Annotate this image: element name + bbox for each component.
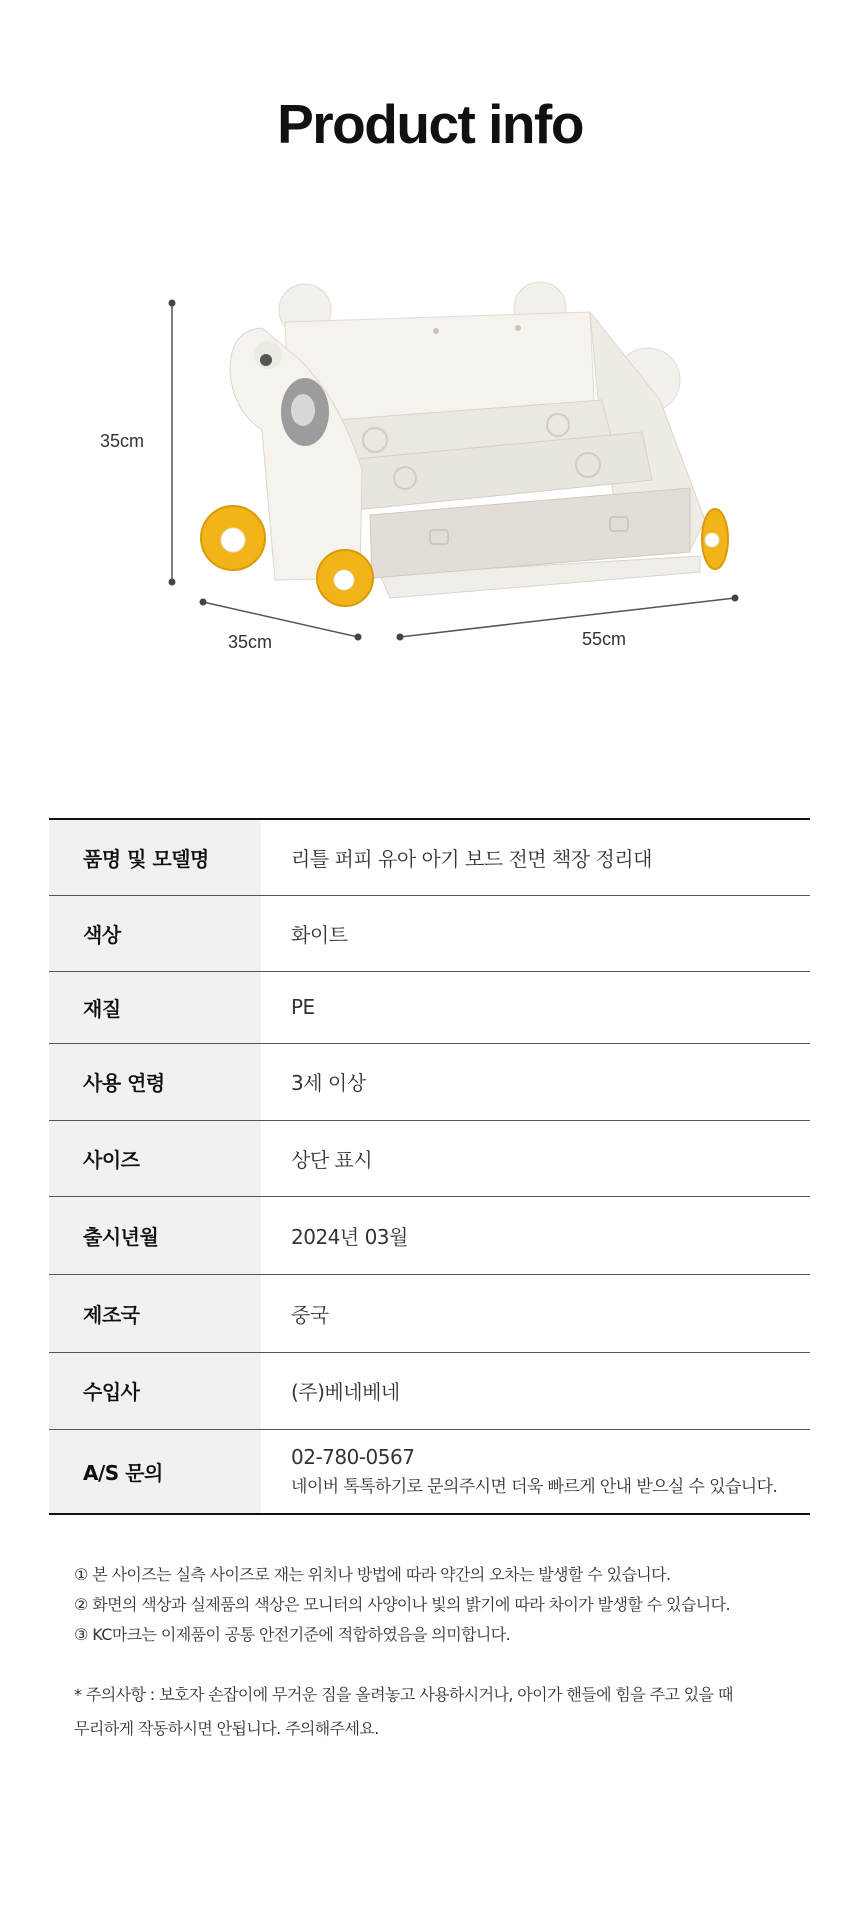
table-row bbox=[49, 1043, 810, 1120]
row-value: 리틀 퍼피 유아 아기 보드 전면 책장 정리대 bbox=[291, 846, 652, 871]
row-value-cell bbox=[261, 1429, 810, 1514]
row-value: (주)베네베네 bbox=[291, 1380, 400, 1404]
table-row bbox=[49, 1274, 810, 1352]
caution-line: * 주의사항 : 보호자 손잡이에 무거운 짐을 올려놓고 사용하시거나, 아이가 핸들에 힘을 주고 있을 때 bbox=[74, 1685, 733, 1704]
row-label: 재질 bbox=[49, 971, 261, 1043]
row-value: 2024년 03월 bbox=[291, 1224, 408, 1249]
as-phone: 02-780-0567 bbox=[291, 1445, 415, 1470]
row-label: 사이즈 bbox=[49, 1120, 261, 1196]
row-label: 수입사 bbox=[49, 1352, 261, 1429]
row-label: 제조국 bbox=[49, 1274, 261, 1352]
row-value: 화이트 bbox=[291, 922, 348, 947]
row-value: 상단 표시 bbox=[291, 1147, 373, 1172]
table-row bbox=[49, 1120, 810, 1196]
table-row bbox=[49, 1352, 810, 1429]
row-value: 3세 이상 bbox=[291, 1071, 366, 1095]
as-note: 네이버 톡톡하기로 문의주시면 더욱 빠르게 안내 받으실 수 있습니다. bbox=[291, 1477, 778, 1498]
page-title: Product info bbox=[277, 93, 583, 155]
width-dimension-line bbox=[400, 598, 735, 637]
table-row bbox=[49, 1429, 810, 1514]
note-item: ① 본 사이즈는 실측 사이즈로 재는 위치나 방법에 따라 약간의 오차는 발생할 수 있습니다. bbox=[74, 1565, 671, 1584]
table-row bbox=[49, 895, 810, 971]
row-value: PE bbox=[291, 995, 315, 1019]
caution-line: 무리하게 작동하시면 안됩니다. 주의해주세요. bbox=[74, 1719, 379, 1738]
depth-label: 35cm bbox=[228, 632, 273, 652]
note-item: ② 화면의 색상과 실제품의 색상은 모니터의 사양이나 빛의 밝기에 따라 차이가 발생할 수 있습니다. bbox=[74, 1595, 730, 1614]
height-label: 35cm bbox=[100, 431, 145, 451]
row-label: 품명 및 모델명 bbox=[49, 819, 261, 895]
notes-list bbox=[74, 1560, 814, 1650]
width-label: 55cm bbox=[582, 629, 627, 649]
caution-text bbox=[74, 1678, 814, 1746]
table-row bbox=[49, 819, 810, 895]
table-row bbox=[49, 1196, 810, 1274]
product-info-table bbox=[49, 818, 810, 1515]
note-item: ③ KC마크는 이제품이 공통 안전기준에 적합하였음을 의미합니다. bbox=[74, 1625, 511, 1644]
row-label: A/S 문의 bbox=[49, 1429, 261, 1514]
row-label: 색상 bbox=[49, 895, 261, 971]
row-label: 사용 연령 bbox=[49, 1043, 261, 1120]
table-row bbox=[49, 971, 810, 1043]
row-value: 중국 bbox=[291, 1302, 329, 1327]
depth-dimension-line bbox=[203, 602, 358, 637]
row-label: 출시년월 bbox=[49, 1196, 261, 1274]
product-illustration bbox=[0, 270, 860, 690]
